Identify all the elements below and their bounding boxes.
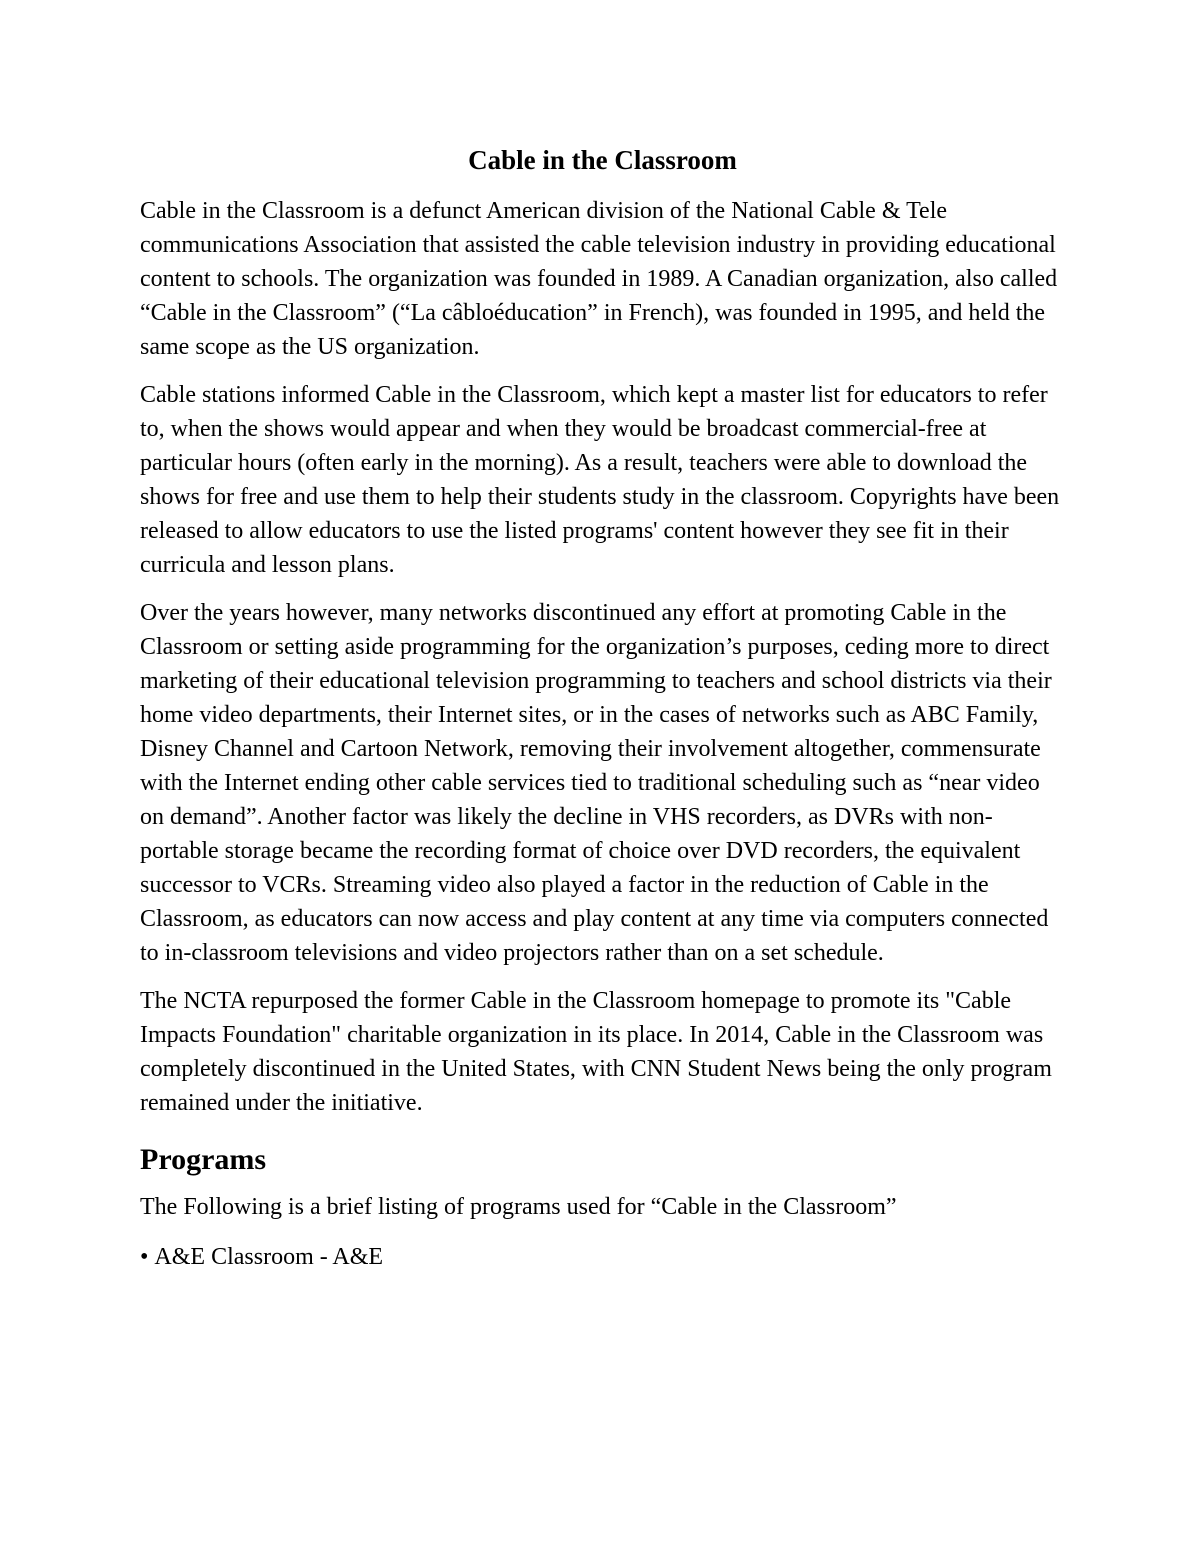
programs-heading: Programs	[140, 1143, 267, 1176]
document-page	[140, 138, 1065, 1274]
programs-list	[140, 1240, 1065, 1274]
bullet-icon: •	[140, 1244, 149, 1270]
document-title: Cable in the Classroom	[468, 145, 737, 175]
paragraph-master-list: Cable stations informed Cable in the Classroom, which kept a master list for educators to refer to, when the shows would appear and when they would be broadcast commercial-free at particular hours (often early in the morning). As a result, teachers were able to download the shows for free and use them to help their students study in the classroom. Copyrights have been released to allow educators to use the listed programs' content however they see fit in their curricula and lesson plans.	[140, 382, 1060, 578]
program-name: A&E Classroom - A&E	[154, 1244, 384, 1270]
list-item	[140, 1240, 1065, 1274]
paragraph-discontinued: The NCTA repurposed the former Cable in the Classroom homepage to promote its "Cable Impacts Foundation" charitable organization in its place. In 2014, Cable in the Classroom was completely discontinued in the United States, with CNN Student News being the only program remained under the initiative.	[140, 988, 1052, 1116]
paragraph-intro: Cable in the Classroom is a defunct American division of the National Cable & Tele communications Association that assisted the cable television industry in providing educational content to schools. The organization was founded in 1989. A Canadian organization, also called “Cable in the Classroom” (“La câbloéducation” in French), was founded in 1995, and held the same scope as the US organization.	[140, 198, 1058, 360]
paragraph-decline: Over the years however, many networks discontinued any effort at promoting Cable in the Classroom or setting aside programming for the organization’s purposes, ceding more to direct marketing of their educational television programming to teachers and school districts via their home video departments, their Internet sites, or in the cases of networks such as ABC Family, Disney Channel and Cartoon Network, removing their involvement altogether, commensurate with the Internet ending other cable services tied to traditional scheduling such as “near video on demand”. Another factor was likely the decline in VHS recorders, as DVRs with non-portable storage became the recording format of choice over DVD recorders, the equivalent successor to VCRs. Streaming video also played a factor in the reduction of Cable in the Classroom, as educators can now access and play content at any time via computers connected to in-classroom televisions and video projectors rather than on a set schedule.	[140, 600, 1052, 966]
programs-intro: The Following is a brief listing of programs used for “Cable in the Classroom”	[140, 1194, 897, 1220]
